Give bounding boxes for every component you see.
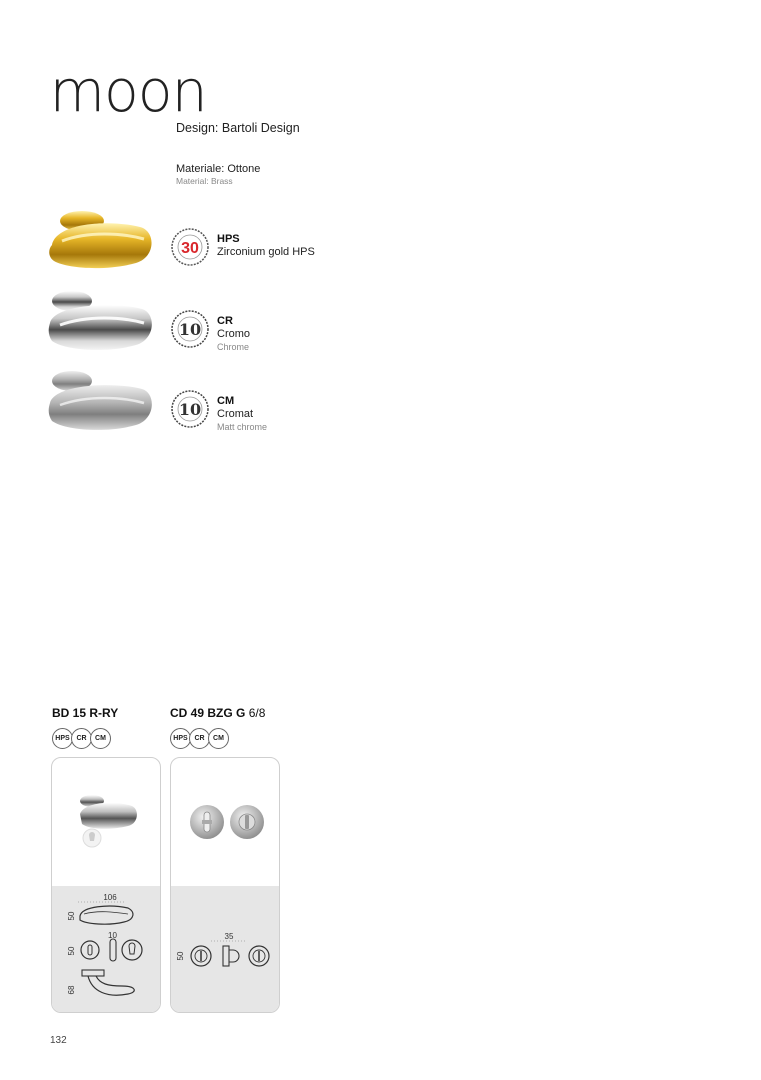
handle-gold-image: [48, 205, 160, 275]
finish-pills-cd49: [170, 728, 227, 748]
handle-matt-chrome-image: [48, 367, 160, 437]
finish-pill-cm: CM: [208, 728, 229, 749]
product-drawing-cd49: [171, 758, 280, 1013]
finish-pill-cr: CR: [71, 728, 92, 749]
finish-pill-cr: CR: [189, 728, 210, 749]
dim-height-1: 50: [176, 951, 185, 961]
dim-height-2: 50: [67, 946, 76, 956]
warranty-number: 30: [181, 240, 199, 257]
finish-row-cr: [48, 287, 368, 363]
material-label: Materiale: Ottone: [176, 163, 261, 175]
finish-name-en: Chrome: [217, 342, 250, 352]
dim-width: 106: [103, 893, 117, 902]
handle-chrome-image: [48, 287, 160, 357]
product-code-bd15: BD 15 R-RY: [52, 706, 119, 720]
warranty-number: 10: [178, 400, 202, 419]
warranty-30-icon: [170, 227, 210, 267]
dim-spacing: 35: [224, 932, 234, 941]
finish-row-hps: [48, 205, 368, 281]
finish-pill-hps: HPS: [52, 728, 73, 749]
finish-code: CR: [217, 315, 233, 327]
warranty-10-icon: [170, 309, 210, 349]
dim-height-3: 68: [67, 985, 76, 995]
product-card-cd49: [170, 757, 280, 1013]
warranty-10-icon: [170, 389, 210, 429]
designer-label: Design: Bartoli Design: [176, 121, 300, 135]
finish-code: HPS: [217, 233, 240, 245]
finish-code: CM: [217, 395, 235, 407]
finish-name: Zirconium gold HPS: [217, 246, 315, 258]
finish-name: Cromo: [217, 328, 251, 340]
finish-pill-cm: CM: [90, 728, 111, 749]
finish-pill-hps: HPS: [170, 728, 191, 749]
product-drawing-bd15: [52, 758, 161, 1013]
finish-name: Cromat: [217, 408, 254, 420]
material-label-en: Material: Brass: [176, 176, 233, 186]
page-title: moon: [49, 57, 207, 125]
product-card-bd15: [51, 757, 161, 1013]
finish-pills-bd15: [52, 728, 109, 748]
dim-height-1: 50: [67, 911, 76, 921]
dim-gap: 10: [108, 931, 117, 940]
warranty-number: 10: [178, 320, 202, 339]
page-number: 132: [50, 1035, 67, 1046]
finish-name-en: Matt chrome: [217, 422, 268, 432]
finish-row-cm: [48, 367, 368, 443]
product-code-cd49: CD 49 BZG G 6/8: [170, 706, 266, 720]
